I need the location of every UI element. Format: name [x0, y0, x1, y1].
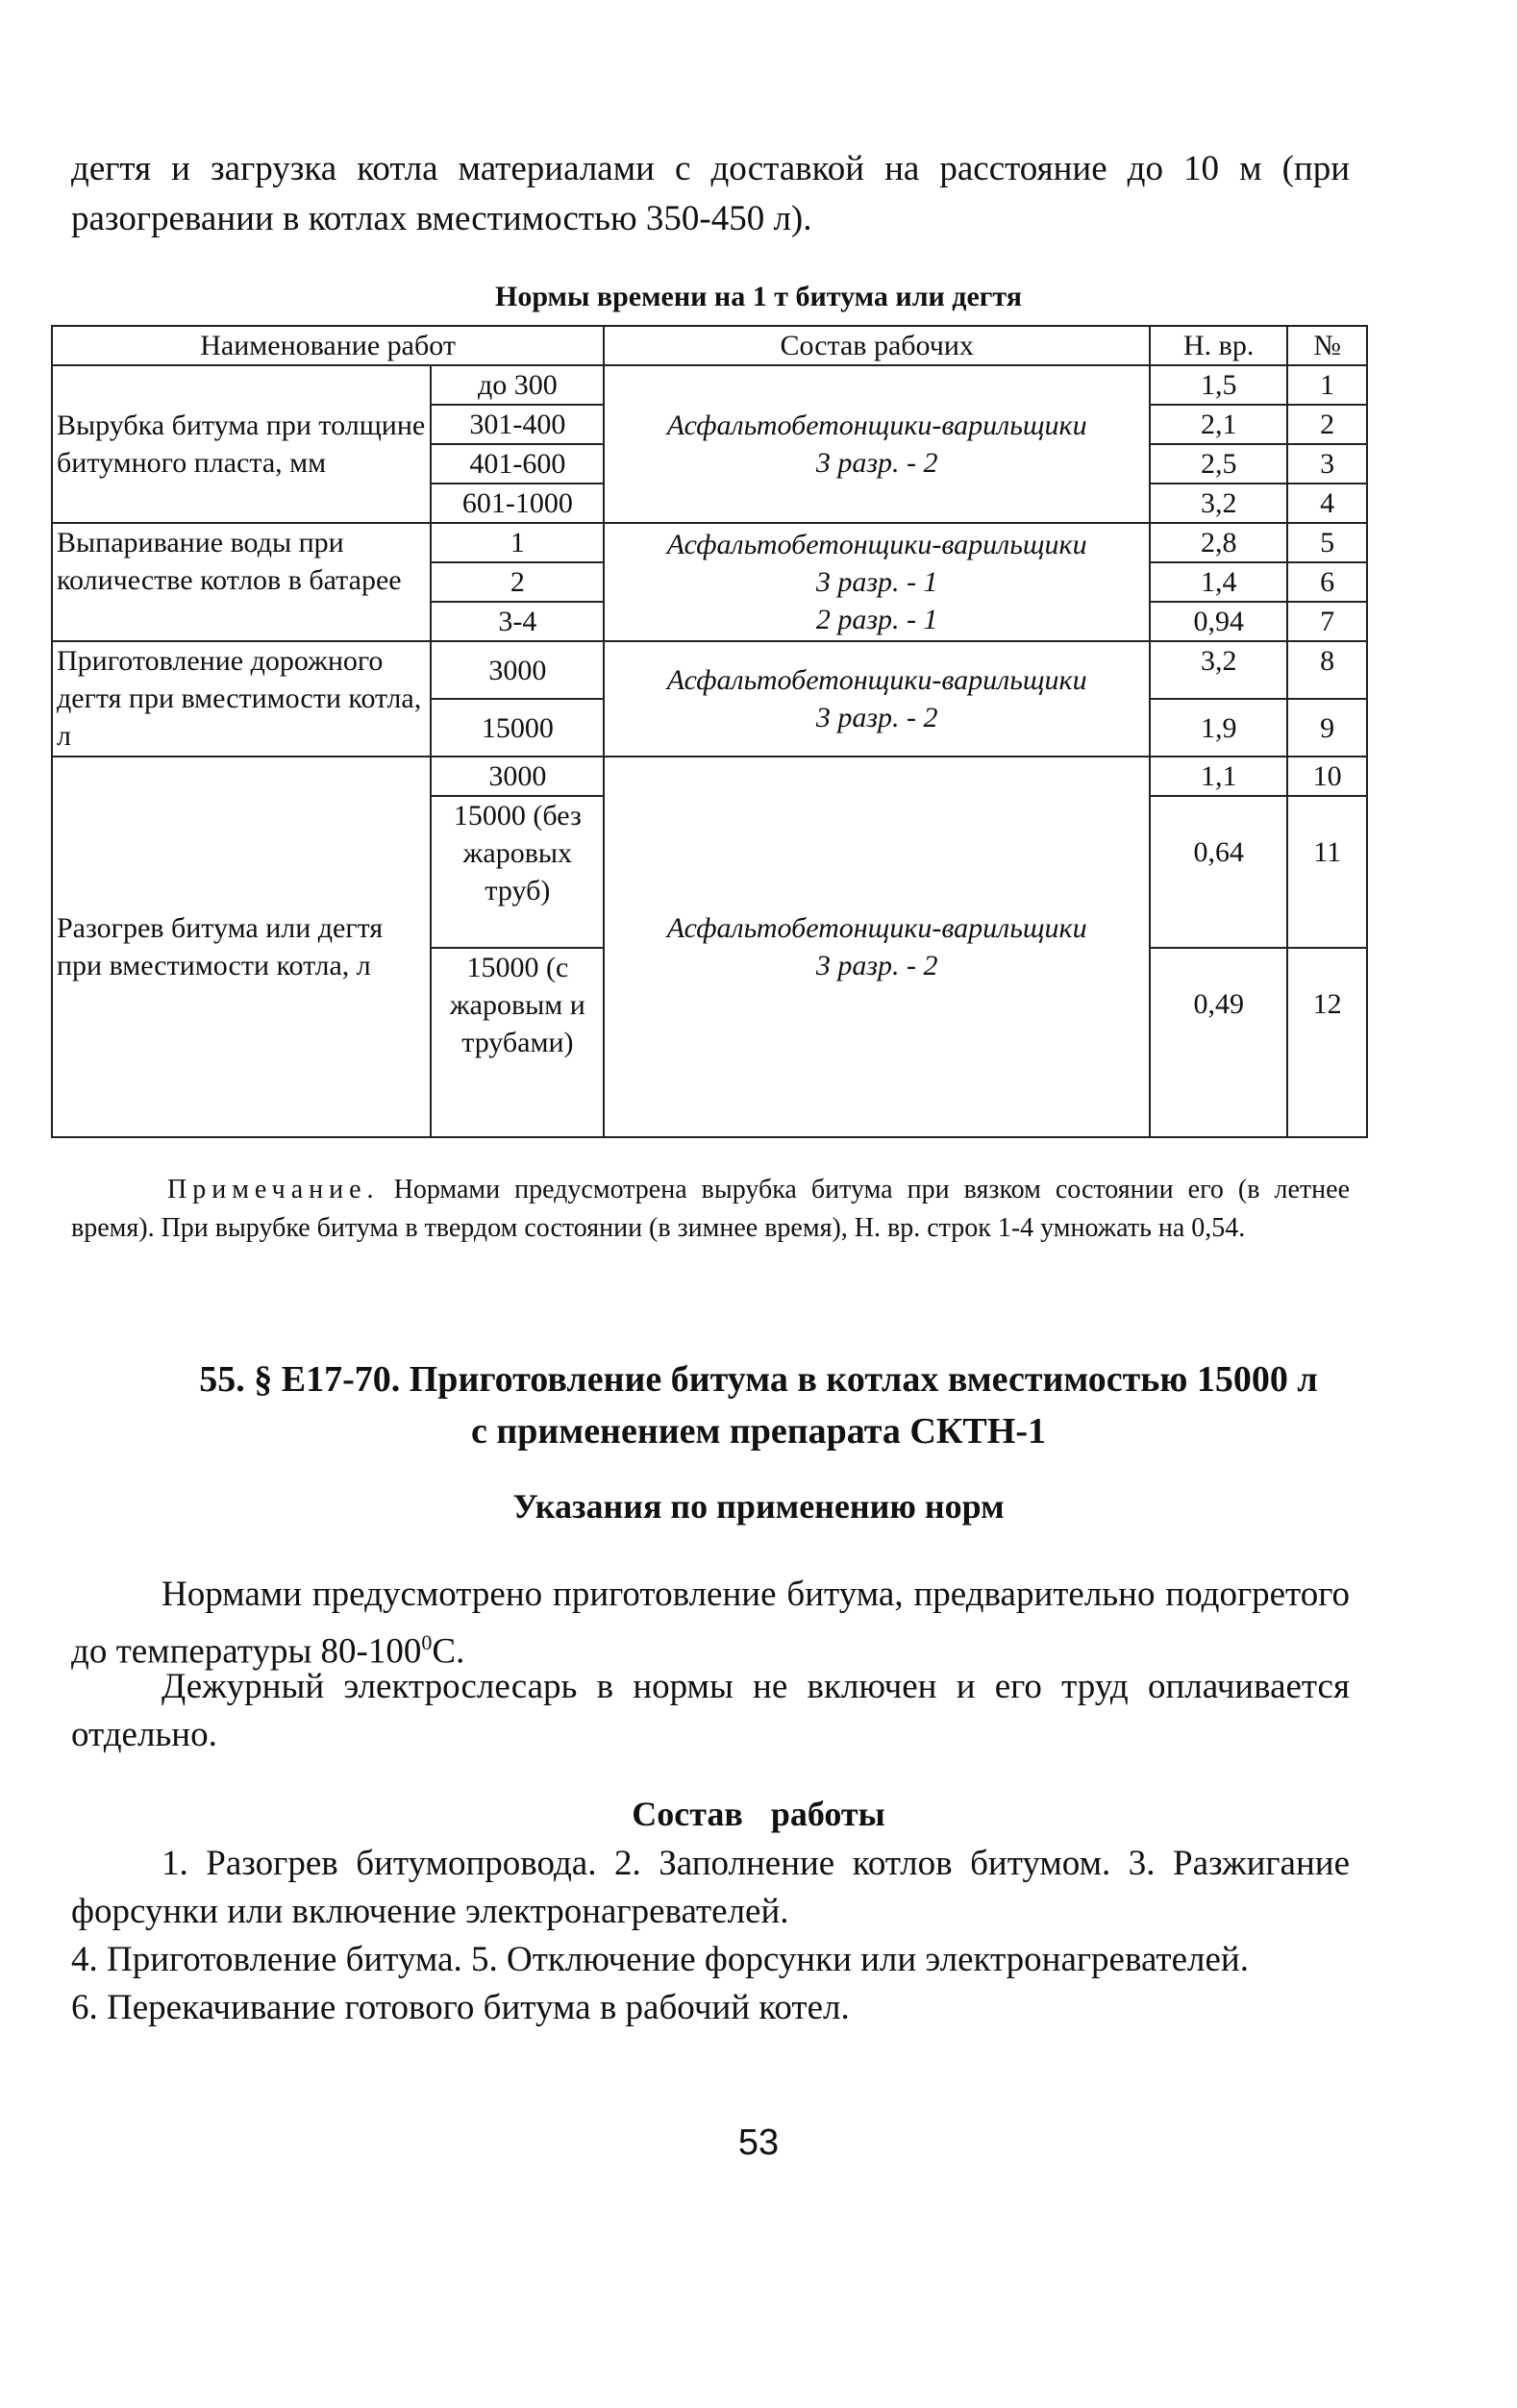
- group-name: Вырубка битума при толщине битумного пласта, мм: [52, 365, 431, 523]
- num-cell: 8: [1287, 641, 1367, 699]
- page-number: 53: [737, 2123, 780, 2163]
- table-caption: Нормы времени на 1 т битума или дегтя: [494, 281, 1022, 312]
- header-work: Наименование работ: [52, 326, 604, 365]
- param-cell: 3000: [431, 641, 604, 699]
- norm-cell: 1,9: [1150, 699, 1287, 757]
- note-text: Нормами предусмотрена вырубка битума при вязком состоянии его (в летнее время). При вырубке битума в твердом состоянии (в зимнее время), Н. вр. строк 1-4 умножать на 0,54.: [71, 1175, 1350, 1243]
- crew-cell: [604, 757, 1150, 1137]
- norm-cell: 2,8: [1150, 523, 1287, 562]
- work-composition-title: Состав работы: [632, 1795, 885, 1833]
- crew-line: Асфальтобетонщики-варильщики: [666, 529, 1087, 560]
- num-cell: 11: [1287, 796, 1367, 948]
- param-cell: 301-400: [431, 405, 604, 444]
- header-crew: Состав рабочих: [604, 326, 1150, 365]
- num-cell: 3: [1287, 444, 1367, 484]
- param-cell: до 300: [431, 365, 604, 405]
- table-row: [52, 523, 1367, 562]
- norm-cell: 0,49: [1150, 948, 1287, 1137]
- group-name: Разогрев битума или дегтя при вместимости котла, л: [52, 757, 431, 1137]
- param-cell: 15000 (без жаровых труб): [431, 796, 604, 948]
- crew-line: 3 разр. - 2: [815, 702, 938, 733]
- crew-line: 3 разр. - 1: [815, 566, 938, 598]
- crew-line: 3 разр. - 2: [815, 447, 938, 479]
- intro-paragraph: дегтя и загрузка котла материалами с доставкой на расстояние до 10 м (при разогревании в котлах вместимостью 350-450 л).: [71, 149, 1350, 238]
- num-cell: 6: [1287, 562, 1367, 602]
- table-row: [52, 757, 1367, 796]
- crew-line: Асфальтобетонщики-варильщики: [666, 410, 1087, 441]
- work-steps-line: 4. Приготовление битума. 5. Отключение форсунки или электронагревателей.: [71, 1940, 1249, 1979]
- degree-superscript: 0: [421, 1630, 433, 1654]
- num-cell: 7: [1287, 602, 1367, 641]
- num-cell: 10: [1287, 757, 1367, 796]
- table-row: [52, 365, 1367, 405]
- work-composition-list: [71, 1840, 1350, 2032]
- param-cell: 15000: [431, 699, 604, 757]
- num-cell: 9: [1287, 699, 1367, 757]
- crew-line: 3 разр. - 2: [815, 950, 938, 981]
- instruction-paragraph: [71, 1571, 1350, 1676]
- param-cell: 15000 (с жаровым и трубами): [431, 948, 604, 1137]
- section-title-line: с применением препарата СКТН-1: [471, 1411, 1046, 1452]
- table-note: [71, 1171, 1350, 1248]
- instruction-paragraph: Дежурный электрослесарь в нормы не включен и его труд оплачивается отдельно.: [71, 1667, 1350, 1754]
- header-norm: Н. вр.: [1150, 326, 1287, 365]
- norm-cell: 3,2: [1150, 641, 1287, 699]
- table-row: [52, 641, 1367, 699]
- section-title: [0, 1353, 1517, 1457]
- section-subtitle: Указания по применению норм: [512, 1487, 1005, 1526]
- group-name: Выпаривание воды при количестве котлов в батарее: [52, 523, 431, 641]
- crew-line: Асфальтобетонщики-варильщики: [666, 664, 1087, 696]
- norm-cell: 1,4: [1150, 562, 1287, 602]
- group-name: Приготовление дорожного дегтя при вместимости котла, л: [52, 641, 431, 757]
- param-cell: 601-1000: [431, 484, 604, 523]
- section-title-line: 55. § Е17-70. Приготовление битума в котлах вместимостью 15000 л: [199, 1359, 1318, 1400]
- header-num: №: [1287, 326, 1367, 365]
- num-cell: 5: [1287, 523, 1367, 562]
- crew-line: Асфальтобетонщики-варильщики: [666, 912, 1087, 944]
- param-cell: 1: [431, 523, 604, 562]
- norm-cell: 1,5: [1150, 365, 1287, 405]
- num-cell: 4: [1287, 484, 1367, 523]
- num-cell: 12: [1287, 948, 1367, 1137]
- work-steps-line: 1. Разогрев битумопровода. 2. Заполнение котлов битумом. 3. Разжигание форсунки или включение электронагревателей.: [71, 1844, 1350, 1931]
- crew-cell: [604, 365, 1150, 523]
- crew-cell: [604, 641, 1150, 757]
- param-cell: 2: [431, 562, 604, 602]
- num-cell: 1: [1287, 365, 1367, 405]
- num-cell: 2: [1287, 405, 1367, 444]
- note-label: Примечание.: [167, 1175, 380, 1204]
- norm-cell: 0,94: [1150, 602, 1287, 641]
- norm-cell: 1,1: [1150, 757, 1287, 796]
- crew-cell: [604, 523, 1150, 641]
- crew-line: 2 разр. - 1: [815, 604, 938, 635]
- para-text: С.: [432, 1631, 465, 1672]
- param-cell: 3000: [431, 757, 604, 796]
- param-cell: 3-4: [431, 602, 604, 641]
- table-header-row: [52, 326, 1367, 365]
- norm-cell: 2,5: [1150, 444, 1287, 484]
- norm-cell: 3,2: [1150, 484, 1287, 523]
- para-text: Нормами предусмотрено приготовление битума, предварительно подогретого до температуры 80-100: [71, 1575, 1350, 1672]
- param-cell: 401-600: [431, 444, 604, 484]
- norm-cell: 2,1: [1150, 405, 1287, 444]
- norms-table: [51, 325, 1368, 1138]
- work-steps-line: 6. Перекачивание готового битума в рабочий котел.: [71, 1988, 850, 2027]
- norm-cell: 0,64: [1150, 796, 1287, 948]
